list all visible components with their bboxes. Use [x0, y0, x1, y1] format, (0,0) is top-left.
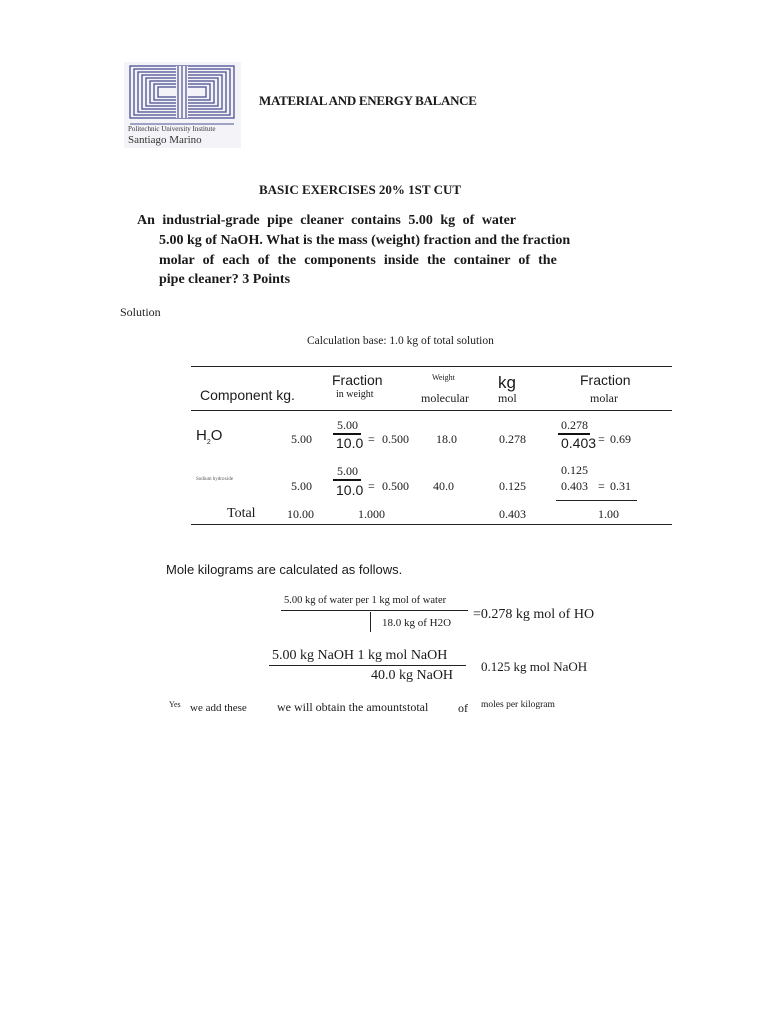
- total-label: Total: [227, 506, 256, 521]
- row-water-molar-eq: =: [598, 432, 605, 446]
- footer-word-of: of: [458, 701, 468, 715]
- problem-line-4: pipe cleaner? 3 Points: [159, 272, 291, 287]
- table-header-rule: [191, 410, 672, 411]
- calculation-base: Calculation base: 1.0 kg of total solution: [307, 335, 494, 347]
- row-naoh-eq: =: [368, 479, 375, 493]
- eq1-divider: [370, 612, 371, 632]
- footer-word-moles: moles per kilogram: [481, 700, 555, 710]
- footer-word-yes: Yes: [169, 700, 181, 709]
- footer-word-obtain: we will obtain the amountstotal: [277, 700, 429, 714]
- eq2-denominator: 40.0 kg NaOH: [371, 668, 454, 683]
- row-naoh-fraction-bar: [333, 479, 361, 481]
- eq2-bar: [269, 665, 466, 666]
- total-kg: 10.00: [287, 507, 314, 521]
- row-water-component: $H_2O$: [196, 427, 223, 446]
- table-top-rule: [191, 366, 672, 367]
- logo-caption-line2: Santiago Marino: [128, 134, 202, 146]
- row-water-molar-num: 0.278: [561, 418, 588, 432]
- institute-logo: [124, 62, 241, 148]
- row-water-molar-den: 0.403: [561, 435, 597, 451]
- row-naoh-molar-den: 0.403: [561, 479, 588, 493]
- row-water-mw: 18.0: [436, 432, 457, 446]
- header-weight: Weight: [432, 373, 455, 382]
- problem-line-2: 5.00 kg of NaOH. What is the mass (weight) fraction and the fraction: [159, 233, 571, 248]
- total-molar: 1.00: [598, 507, 619, 521]
- row-naoh-kg: 5.00: [291, 479, 312, 493]
- row-naoh-molar-eq: =: [598, 479, 605, 493]
- document-title: MATERIAL AND ENERGY BALANCE: [259, 93, 477, 108]
- eq1-bar: [281, 610, 468, 611]
- row-naoh-mw: 40.0: [433, 479, 454, 493]
- table-bottom-rule: [191, 524, 672, 525]
- header-component: Component kg.: [200, 387, 295, 403]
- header-molar: molar: [590, 391, 618, 405]
- header-mol: mol: [498, 391, 517, 405]
- molar-sum-rule: [556, 500, 637, 501]
- row-naoh-molar-num: 0.125: [561, 463, 588, 477]
- header-fraction-molar: Fraction: [580, 372, 631, 388]
- problem-line-3: molar of each of the components inside the container of the: [159, 253, 557, 268]
- row-water-weight-fraction: 0.500: [382, 432, 409, 446]
- solution-label: Solution: [120, 305, 161, 319]
- eq2-result: 0.125 kg mol NaOH: [481, 659, 588, 674]
- total-weight-fraction: 1.000: [358, 507, 385, 521]
- row-water-molar-fraction: 0.69: [610, 432, 631, 446]
- row-water-eq: =: [368, 432, 375, 446]
- total-kgmol: 0.403: [499, 507, 526, 521]
- row-water-fraction-num: 5.00: [337, 418, 358, 432]
- header-molecular: molecular: [421, 391, 469, 405]
- document-subtitle: BASIC EXERCISES 20% 1ST CUT: [259, 182, 462, 197]
- header-kg: kg: [498, 373, 516, 392]
- problem-line-1: An industrial-grade pipe cleaner contains 5.00 kg of water: [137, 213, 517, 228]
- eq1-denominator: 18.0 kg of H2O: [382, 617, 452, 629]
- footer-word-add: we add these: [190, 702, 247, 714]
- row-naoh-kgmol: 0.125: [499, 479, 526, 493]
- eq1-numerator: 5.00 kg of water per 1 kg mol of water: [284, 595, 447, 606]
- eq2-numerator: 5.00 kg NaOH 1 kg mol NaOH: [272, 648, 448, 663]
- row-naoh-fraction-den: 10.0: [336, 482, 364, 498]
- row-naoh-component: Sodium hydroxide: [196, 477, 234, 482]
- eq1-result: =0.278 kg mol of HO: [473, 607, 595, 622]
- mole-kilograms-text: Mole kilograms are calculated as follows.: [166, 562, 403, 577]
- row-naoh-weight-fraction: 0.500: [382, 479, 409, 493]
- row-water-kgmol: 0.278: [499, 432, 526, 446]
- row-water-kg: 5.00: [291, 432, 312, 446]
- header-in-weight: in weight: [336, 389, 374, 400]
- header-fraction: Fraction: [332, 372, 383, 388]
- row-water-fraction-den: 10.0: [336, 435, 364, 451]
- row-naoh-molar-fraction: 0.31: [610, 479, 631, 493]
- row-naoh-fraction-num: 5.00: [337, 464, 358, 478]
- logo-caption-line1: Politechnic University Institute: [128, 125, 216, 133]
